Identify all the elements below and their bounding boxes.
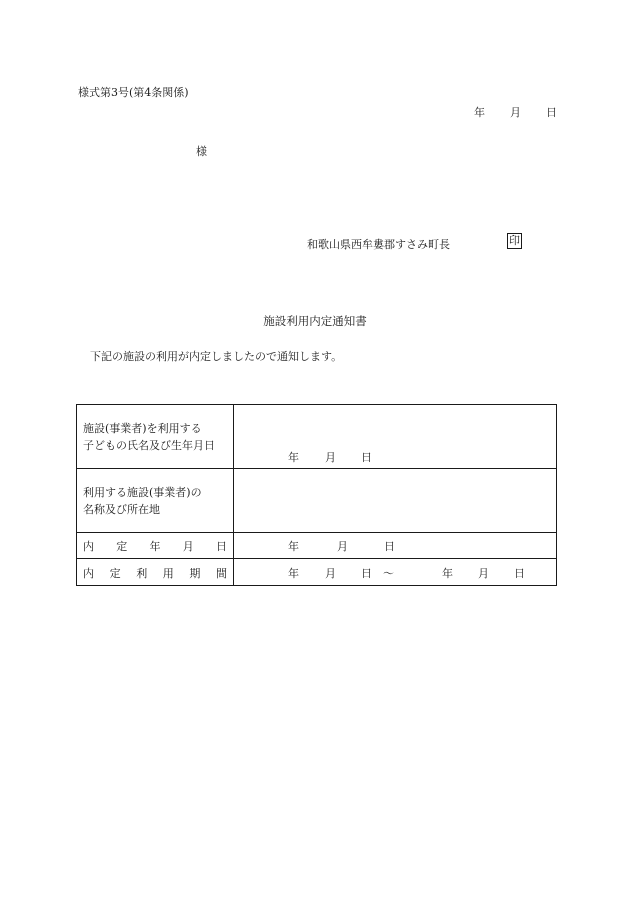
table-row (77, 469, 557, 533)
child-info-label-line2: 子どもの氏名及び生年月日 (83, 439, 215, 452)
child-info-label-line1: 施設(事業者)を利用する (83, 422, 202, 435)
child-info-label (77, 405, 234, 469)
period-end-year-label: 年 (442, 567, 453, 580)
facility-info-label (77, 469, 234, 533)
usage-period-value (234, 559, 557, 586)
label-char: 期 (189, 567, 201, 580)
decision-month-label: 月 (337, 540, 348, 553)
decision-day-label: 日 (384, 540, 395, 553)
decision-date-label (77, 533, 234, 559)
addressee-honorific: 様 (196, 145, 207, 158)
label-char: 定 (116, 540, 128, 553)
table-row (77, 533, 557, 559)
notice-table (76, 404, 557, 586)
label-char: 年 (149, 540, 161, 553)
facility-info-label-line2: 名称及び所在地 (83, 503, 160, 516)
label-char: 内 (83, 540, 94, 553)
label-char: 間 (215, 567, 227, 580)
facility-info-label-line1: 利用する施設(事業者)の (83, 486, 202, 499)
date-day-label: 日 (546, 106, 557, 119)
table-row (77, 405, 557, 469)
table-row (77, 559, 557, 586)
decision-year-label: 年 (288, 540, 299, 553)
period-end-month-label: 月 (478, 567, 489, 580)
date-year-label: 年 (474, 106, 485, 119)
document-body: 下記の施設の利用が内定しましたので通知します。 (90, 350, 343, 363)
form-number: 様式第3号(第4条関係) (78, 86, 189, 99)
label-char: 定 (109, 567, 121, 580)
birth-year-label: 年 (288, 451, 299, 464)
period-start-month-label: 月 (325, 567, 336, 580)
facility-info-value (234, 469, 557, 533)
label-char: 利 (136, 567, 148, 580)
document-title: 施設利用内定通知書 (263, 314, 367, 328)
usage-period-label (77, 559, 234, 586)
decision-date-value (234, 533, 557, 559)
period-start-year-label: 年 (288, 567, 299, 580)
label-char: 用 (162, 567, 174, 580)
issuer-name: 和歌山県西牟婁郡すさみ町長 (307, 238, 450, 251)
label-char: 月 (182, 540, 194, 553)
seal-mark: 印 (509, 234, 520, 247)
child-info-value (234, 405, 557, 469)
label-char: 内 (83, 567, 94, 580)
date-month-label: 月 (510, 106, 521, 119)
label-char: 日 (216, 540, 227, 553)
period-end-day-label: 日 (514, 567, 525, 580)
birth-day-label: 日 (361, 451, 372, 464)
period-start-day-label: 日 (361, 567, 372, 580)
period-tilde: 〜 (383, 567, 394, 580)
birth-month-label: 月 (325, 451, 336, 464)
